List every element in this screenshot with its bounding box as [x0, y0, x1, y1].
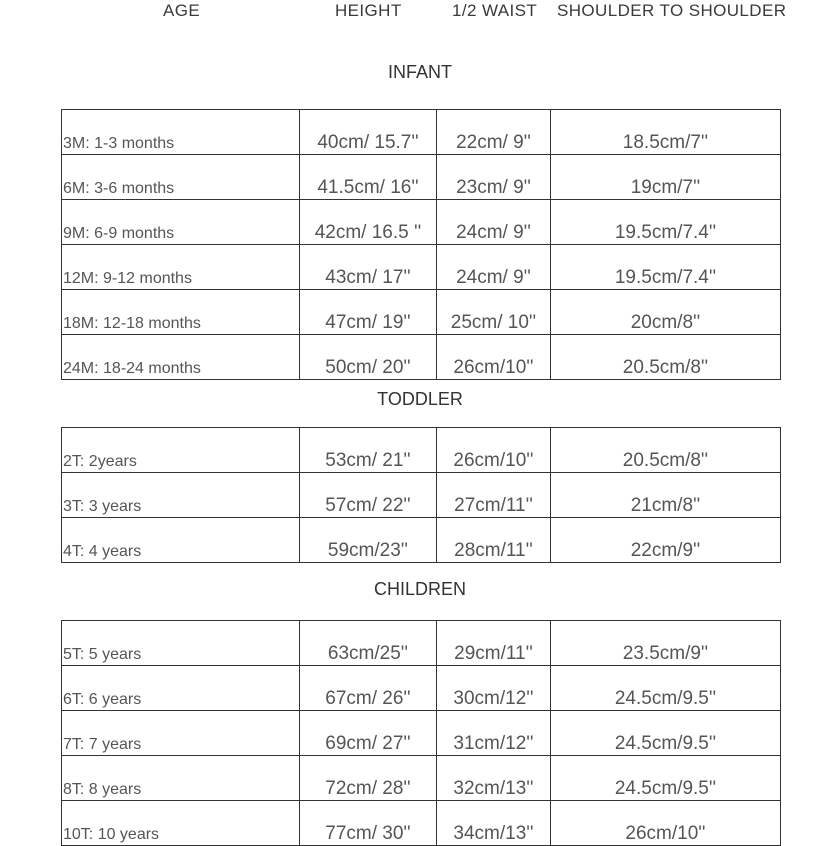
age-cell: 7T: 7 years: [62, 711, 300, 756]
size-table-children: [61, 620, 781, 846]
waist-cell: 25cm/ 10'': [437, 290, 551, 335]
age-cell: 6T: 6 years: [62, 666, 300, 711]
height-cell: 42cm/ 16.5 '': [300, 200, 437, 245]
table-row: [62, 428, 781, 473]
waist-cell: 24cm/ 9'': [437, 200, 551, 245]
table-row: [62, 801, 781, 846]
waist-cell: 31cm/12'': [437, 711, 551, 756]
age-cell: 9M: 6-9 months: [62, 200, 300, 245]
height-cell: 72cm/ 28'': [300, 756, 437, 801]
waist-cell: 29cm/11'': [437, 621, 551, 666]
waist-cell: 32cm/13'': [437, 756, 551, 801]
table-row: [62, 756, 781, 801]
age-cell: 8T: 8 years: [62, 756, 300, 801]
age-cell: 3M: 1-3 months: [62, 110, 300, 155]
height-cell: 50cm/ 20'': [300, 335, 437, 380]
table-row: [62, 666, 781, 711]
section-title-children: CHILDREN: [373, 579, 466, 599]
table-row: [62, 245, 781, 290]
shoulder-cell: 20cm/8'': [551, 290, 781, 335]
size-table-infant: [61, 109, 781, 380]
waist-cell: 28cm/11'': [437, 518, 551, 563]
shoulder-cell: 18.5cm/7'': [551, 110, 781, 155]
shoulder-cell: 19.5cm/7.4'': [551, 200, 781, 245]
shoulder-cell: 24.5cm/9.5'': [551, 666, 781, 711]
shoulder-cell: 24.5cm/9.5'': [551, 756, 781, 801]
table-row: [62, 200, 781, 245]
shoulder-cell: 21cm/8'': [551, 473, 781, 518]
shoulder-cell: 20.5cm/8'': [551, 335, 781, 380]
table-row: [62, 621, 781, 666]
height-cell: 63cm/25'': [300, 621, 437, 666]
shoulder-cell: 24.5cm/9.5'': [551, 711, 781, 756]
height-cell: 40cm/ 15.7'': [300, 110, 437, 155]
waist-cell: 23cm/ 9'': [437, 155, 551, 200]
shoulder-cell: 22cm/9'': [551, 518, 781, 563]
waist-cell: 22cm/ 9'': [437, 110, 551, 155]
header-age: AGE: [163, 1, 201, 20]
shoulder-cell: 20.5cm/8'': [551, 428, 781, 473]
height-cell: 43cm/ 17'': [300, 245, 437, 290]
shoulder-cell: 23.5cm/9'': [551, 621, 781, 666]
table-row: [62, 155, 781, 200]
height-cell: 57cm/ 22'': [300, 473, 437, 518]
age-cell: 10T: 10 years: [62, 801, 300, 846]
height-cell: 69cm/ 27'': [300, 711, 437, 756]
waist-cell: 34cm/13'': [437, 801, 551, 846]
age-cell: 5T: 5 years: [62, 621, 300, 666]
table-row: [62, 290, 781, 335]
waist-cell: 26cm/10'': [437, 428, 551, 473]
waist-cell: 26cm/10'': [437, 335, 551, 380]
age-cell: 18M: 12-18 months: [62, 290, 300, 335]
table-row: [62, 518, 781, 563]
table-row: [62, 335, 781, 380]
height-cell: 41.5cm/ 16'': [300, 155, 437, 200]
height-cell: 59cm/23'': [300, 518, 437, 563]
table-row: [62, 711, 781, 756]
age-cell: 24M: 18-24 months: [62, 335, 300, 380]
size-table-toddler: [61, 427, 781, 563]
table-row: [62, 473, 781, 518]
waist-cell: 30cm/12'': [437, 666, 551, 711]
height-cell: 47cm/ 19'': [300, 290, 437, 335]
table-row: [62, 110, 781, 155]
shoulder-cell: 26cm/10'': [551, 801, 781, 846]
height-cell: 67cm/ 26'': [300, 666, 437, 711]
height-cell: 53cm/ 21'': [300, 428, 437, 473]
section-title-toddler: TODDLER: [377, 389, 463, 409]
header-height: HEIGHT: [335, 1, 402, 20]
age-cell: 4T: 4 years: [62, 518, 300, 563]
age-cell: 6M: 3-6 months: [62, 155, 300, 200]
height-cell: 77cm/ 30'': [300, 801, 437, 846]
age-cell: 3T: 3 years: [62, 473, 300, 518]
waist-cell: 24cm/ 9'': [437, 245, 551, 290]
shoulder-cell: 19cm/7'': [551, 155, 781, 200]
header-shoulder: SHOULDER TO SHOULDER: [557, 1, 787, 20]
section-title-infant: INFANT: [387, 62, 452, 82]
waist-cell: 27cm/11'': [437, 473, 551, 518]
age-cell: 2T: 2years: [62, 428, 300, 473]
age-cell: 12M: 9-12 months: [62, 245, 300, 290]
header-half-waist: 1/2 WAIST: [452, 1, 538, 20]
shoulder-cell: 19.5cm/7.4'': [551, 245, 781, 290]
